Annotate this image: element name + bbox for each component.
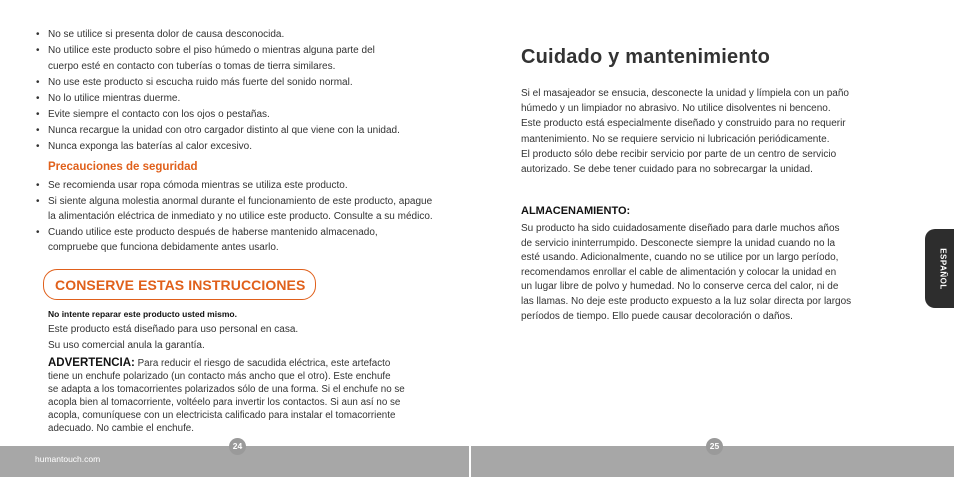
right-page: [477, 0, 954, 477]
list-item-line: la alimentación eléctrica de inmediato y no utilice este producto. Consulte a su médico.: [48, 211, 433, 222]
conserve-instructions-box: [43, 269, 316, 300]
list-item: [36, 107, 466, 123]
page-number-left: 24: [229, 438, 246, 455]
list-item: [36, 123, 466, 139]
warning-line: acopla bien al tomacorriente, voltéelo para invertir los contactos. Si aun así no se: [48, 397, 401, 408]
care-line: El producto sólo debe recibir servicio por parte de un centro de servicio: [521, 148, 837, 160]
list-item-line: • Se recomienda usar ropa cómoda mientras se utiliza este producto.: [48, 180, 348, 191]
storage-line: recomendamos enrollar el cable de alimentación y colocar la unidad en: [521, 266, 837, 278]
list-item-line: • Nunca recargue la unidad con otro cargador distinto al que viene con la unidad.: [48, 125, 400, 136]
list-item-line: • No utilice este producto sobre el piso húmedo o mientras alguna parte del: [48, 45, 375, 56]
storage-line: las llamas. No deje este producto expuesto a la luz solar directa por largos: [521, 295, 852, 307]
warning-line: acopla, comuníquese con un electricista calificado para instalar el tomacorriente: [48, 410, 396, 421]
list-item-line: compruebe que funciona debidamente antes usarlo.: [48, 242, 279, 253]
warning-line: tiene un enchufe polarizado (un contacto más ancho que el otro). Este enchufe: [48, 371, 391, 382]
care-line: autorizado. Se debe tener cuidado para no sobrecargar la unidad.: [521, 164, 813, 176]
list-item-line: • Nunca exponga las baterías al calor excesivo.: [48, 141, 253, 152]
care-line: húmedo y un limpiador no abrasivo. No utilice disolventes ni benceno.: [521, 103, 831, 115]
footer-bar: [0, 446, 954, 477]
precautions-list: [36, 178, 476, 256]
storage-line: un lugar libre de polvo y humedad. No lo conserve cerca del calor, ni de: [521, 281, 839, 293]
list-item: [36, 43, 466, 75]
storage-line: de servicio ininterrumpido. Desconecte siempre la unidad cuando no la: [521, 237, 836, 249]
storage-title: ALMACENAMIENTO:: [521, 205, 631, 217]
care-paragraph: [521, 86, 901, 177]
care-line: Si el masajeador se ensucia, desconecte la unidad y límpiela con un paño: [521, 88, 849, 99]
warning-line: se adapta a los tomacorrientes polarizados sólo de una forma. Si el enchufe no se: [48, 384, 405, 395]
language-tab: [925, 229, 954, 308]
warning-label: ADVERTENCIA:: [48, 357, 135, 369]
no-repair-notice: No intente reparar este producto usted mismo.: [48, 309, 237, 319]
list-item: [36, 225, 476, 256]
care-line: Este producto está especialmente diseñado y construido para no requerir: [521, 118, 846, 130]
list-item-line: • No lo utilice mientras duerme.: [48, 93, 181, 104]
site-url: humantouch.com: [35, 454, 101, 464]
footer-divider: [469, 446, 471, 477]
list-item-line: cuerpo esté en contacto con tuberías o tomas de tierra similares.: [48, 61, 336, 72]
care-line: mantenimiento. No se requiere servicio ni lubricación periódicamente.: [521, 133, 830, 145]
list-item-line: • Si siente alguna molestia anormal durante el funcionamiento de este producto, apague: [48, 195, 433, 207]
safety-list: [36, 27, 466, 155]
personal-use-note: Este producto está diseñado para uso personal en casa.: [48, 324, 299, 335]
warning-line: adecuado. No cambie el enchufe.: [48, 423, 194, 434]
warranty-note: Su uso comercial anula la garantía.: [48, 340, 205, 351]
list-item: [36, 194, 476, 225]
list-item: [36, 75, 466, 91]
storage-line: esté usando. Adicionalmente, cuando no se utilice por un largo período,: [521, 252, 839, 264]
list-item: [36, 91, 466, 107]
list-item-line: • Cuando utilice este producto después de haberse mantenido almacenado,: [48, 226, 378, 238]
list-item-line: • Evite siempre el contacto con los ojos o pestañas.: [48, 109, 270, 120]
warning-text: Para reducir el riesgo de sacudida eléctrica, este artefacto: [134, 358, 391, 369]
list-item: [36, 139, 466, 155]
list-item: [36, 178, 476, 194]
list-item-line: • No use este producto si escucha ruido más fuerte del sonido normal.: [48, 77, 353, 88]
warning-line: [48, 357, 448, 370]
language-tab-label: ESPAÑOL: [938, 247, 947, 290]
warning-paragraph: [48, 357, 448, 435]
storage-line: Su producto ha sido cuidadosamente diseñado para darle muchos años: [521, 223, 840, 234]
list-item-line: • No se utilice si presenta dolor de causa desconocida.: [48, 29, 285, 40]
storage-paragraph: [521, 222, 901, 324]
storage-line: períodos de tiempo. Ello puede causar decoloración o daños.: [521, 310, 793, 322]
page-number-right: 25: [706, 438, 723, 455]
care-title: Cuidado y mantenimiento: [521, 46, 771, 68]
precautions-title: Precauciones de seguridad: [48, 161, 198, 173]
conserve-instructions-title: CONSERVE ESTAS INSTRUCCIONES: [55, 277, 306, 293]
list-item: [36, 27, 466, 43]
